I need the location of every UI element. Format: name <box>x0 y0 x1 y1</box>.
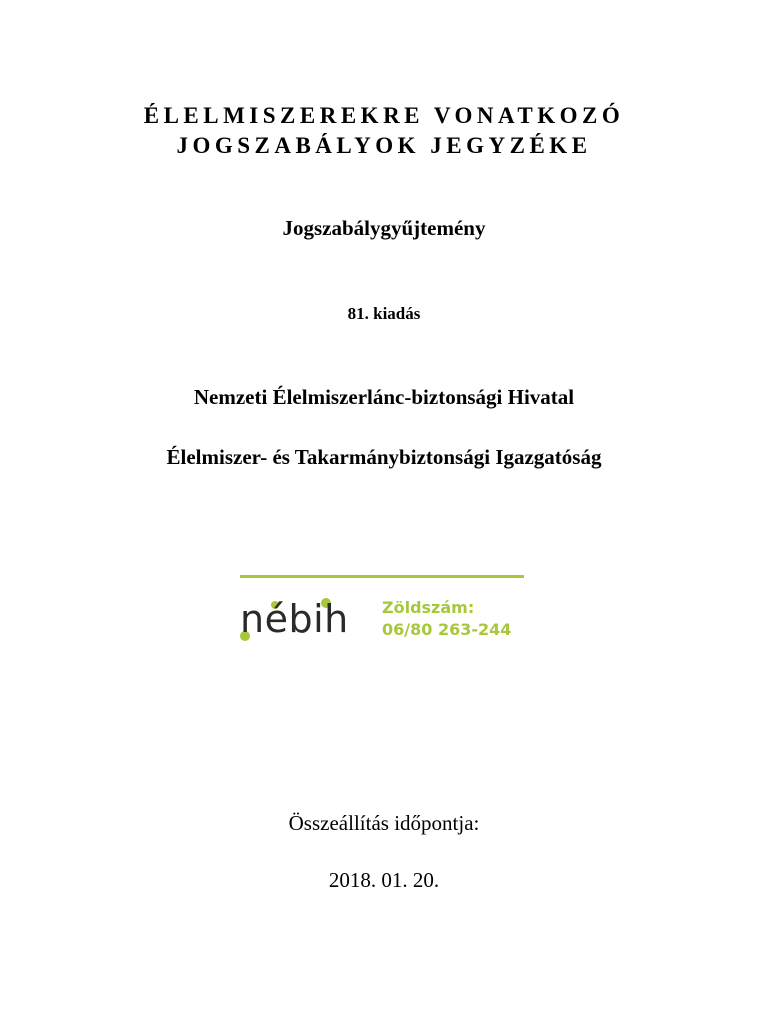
hotline-number: 06/80 263-244 <box>382 620 512 639</box>
nebih-logo <box>240 595 540 655</box>
document-title-line-2: JOGSZABÁLYOK JEGYZÉKE <box>176 133 592 158</box>
logo-wordmark: nébih <box>240 597 349 641</box>
compiled-date: 2018. 01. 20. <box>328 868 440 892</box>
directorate-name: Élelmiszer- és Takarmánybiztonsági Igazgatóság <box>166 445 602 469</box>
edition-number: 81. kiadás <box>347 304 421 323</box>
logo-divider <box>240 575 524 578</box>
organization-name: Nemzeti Élelmiszerlánc-biztonsági Hivatal <box>193 385 575 409</box>
document-subtitle: Jogszabálygyűjtemény <box>282 216 486 240</box>
logo-hotline <box>382 597 511 641</box>
document-title-line-1: ÉLELMISZEREKRE VONATKOZÓ <box>143 103 625 128</box>
compiled-date-label: Összeállítás időpontja: <box>288 811 480 835</box>
hotline-label: Zöldszám: <box>382 598 475 617</box>
